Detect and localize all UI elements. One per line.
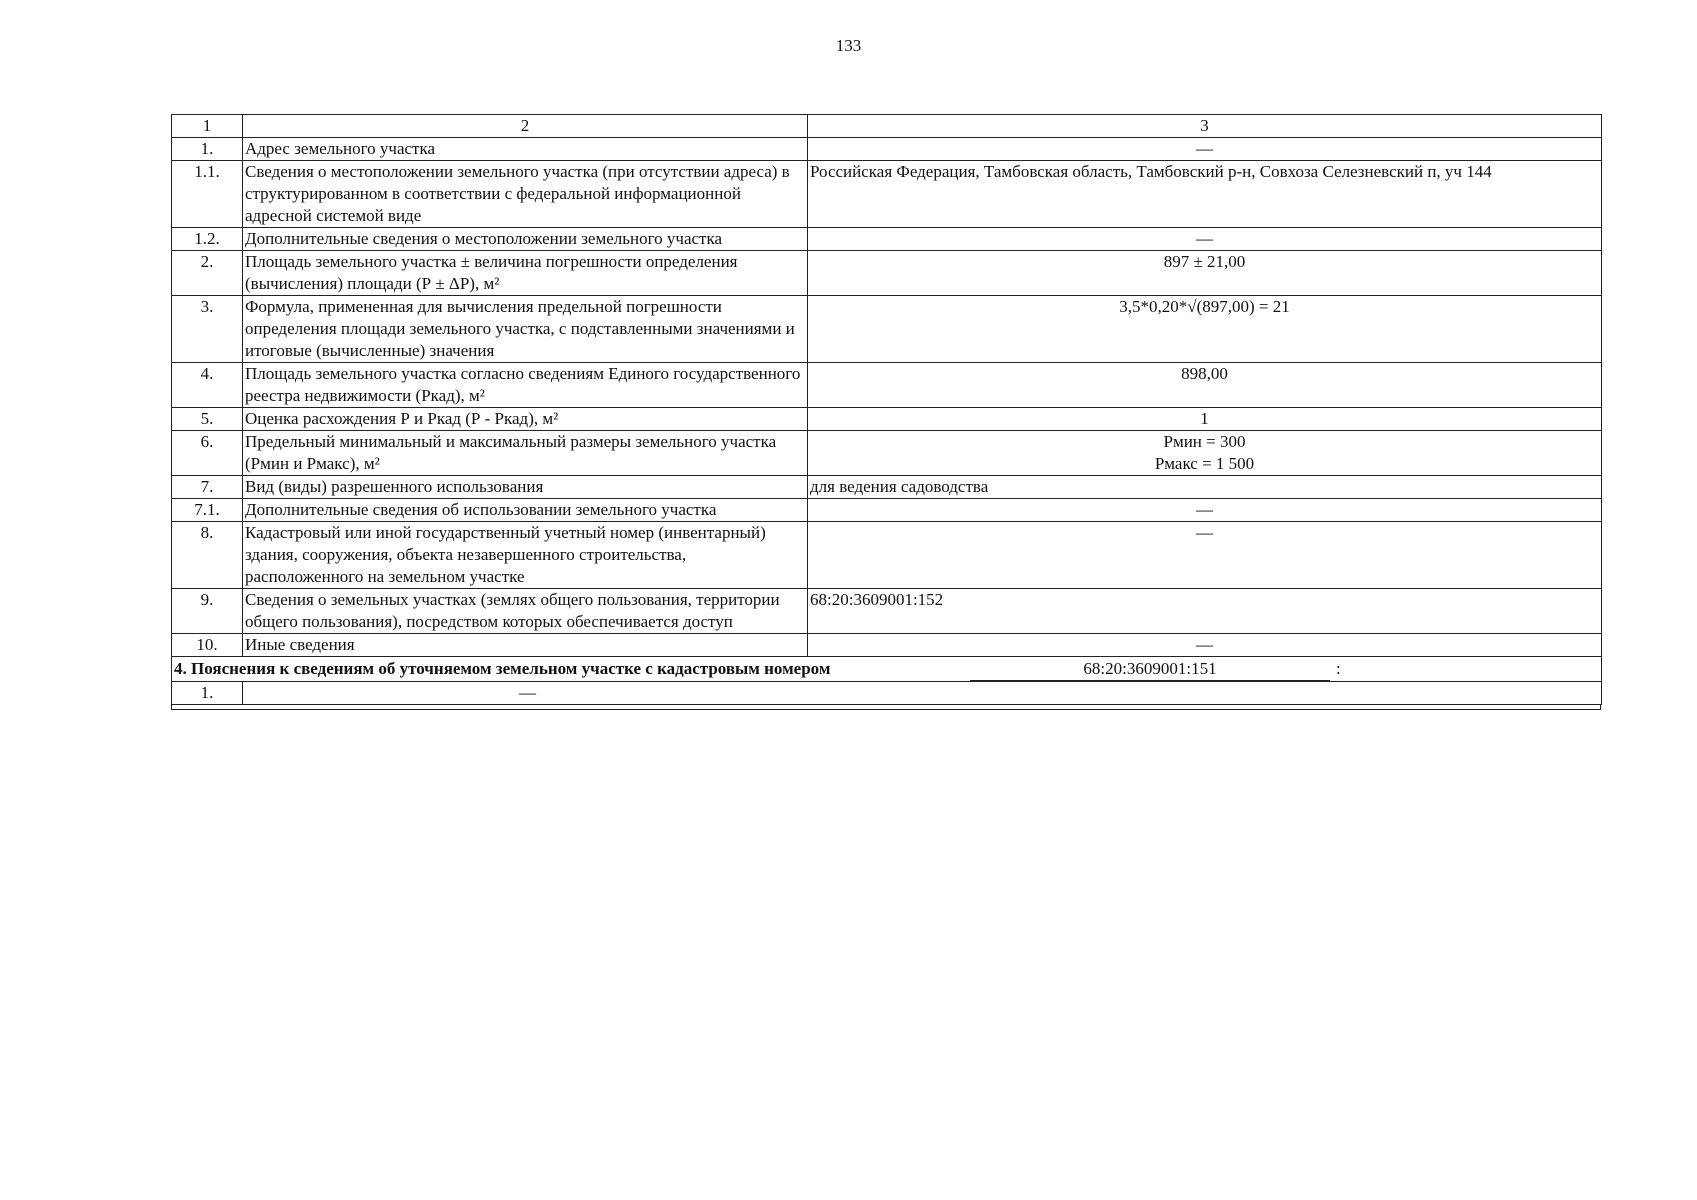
- header-col-1: 1: [172, 115, 243, 138]
- section-4-cadastral-number: 68:20:3609001:151: [970, 658, 1330, 681]
- table-row: [172, 138, 1602, 161]
- table-row: [172, 228, 1602, 251]
- row-label: Дополнительные сведения о местоположении земельного участка: [243, 228, 808, 251]
- row-value: Российская Федерация, Тамбовская область, Тамбовский р-н, Совхоза Селезневский п, уч 144: [808, 161, 1602, 228]
- page-number: 133: [835, 36, 862, 55]
- row-label: Оценка расхождения Р и Ркад (Р - Ркад), м²: [243, 408, 808, 431]
- row-number: 5.: [172, 408, 243, 431]
- table-row: [172, 431, 1602, 476]
- table-row: [172, 522, 1602, 589]
- row-value: для ведения садоводства: [808, 476, 1602, 499]
- row-value: [808, 431, 1602, 476]
- row-value: 3,5*0,20*√(897,00) = 21: [808, 296, 1602, 363]
- table-row: [172, 251, 1602, 296]
- table-header-row: [172, 115, 1602, 138]
- row-value: [243, 682, 1602, 705]
- row-number: 3.: [172, 296, 243, 363]
- row-value: 897 ± 21,00: [808, 251, 1602, 296]
- land-plot-table-sheet: [171, 114, 1601, 710]
- row-label: Предельный минимальный и максимальный размеры земельного участка (Рмин и Рмакс), м²: [243, 431, 808, 476]
- table-row: [172, 682, 1602, 705]
- section-4-title: 4. Пояснения к сведениям об уточняемом земельном участке с кадастровым номером: [174, 659, 831, 678]
- row-number: 7.: [172, 476, 243, 499]
- table-row: [172, 296, 1602, 363]
- row-number: 1.: [172, 682, 243, 705]
- row-number: 1.1.: [172, 161, 243, 228]
- row-number: 10.: [172, 634, 243, 657]
- row-number: 8.: [172, 522, 243, 589]
- row-label: Сведения о местоположении земельного участка (при отсутствии адреса) в структурированном в соответствии с федеральной информационной адресной системой виде: [243, 161, 808, 228]
- header-col-3: 3: [808, 115, 1602, 138]
- section-4-suffix: :: [1336, 659, 1341, 678]
- table-row: [172, 589, 1602, 634]
- row-label: Вид (виды) разрешенного использования: [243, 476, 808, 499]
- row-value: —: [808, 138, 1602, 161]
- row-number: 4.: [172, 363, 243, 408]
- row-label: Иные сведения: [243, 634, 808, 657]
- row-number: 7.1.: [172, 499, 243, 522]
- row-value: —: [808, 634, 1602, 657]
- area-min-value: Рмин = 300: [1163, 432, 1246, 451]
- section-4-row-value: —: [519, 683, 536, 702]
- row-value: 68:20:3609001:152: [808, 589, 1602, 634]
- row-label: Сведения о земельных участках (землях общего пользования, территории общего пользования), посредством которых обеспечивается доступ: [243, 589, 808, 634]
- land-plot-info-table: [171, 114, 1602, 705]
- row-number: 1.2.: [172, 228, 243, 251]
- row-number: 9.: [172, 589, 243, 634]
- row-number: 2.: [172, 251, 243, 296]
- row-label: Площадь земельного участка ± величина погрешности определения (вычисления) площади (Р ± ΔР), м²: [243, 251, 808, 296]
- table-row: [172, 476, 1602, 499]
- row-value: —: [808, 522, 1602, 589]
- table-bottom-rule: [171, 705, 1601, 710]
- area-max-value: Рмакс = 1 500: [1154, 454, 1255, 473]
- row-number: 1.: [172, 138, 243, 161]
- table-row: [172, 499, 1602, 522]
- section-4-header-row: [172, 657, 1602, 682]
- table-row: [172, 634, 1602, 657]
- row-value: 898,00: [808, 363, 1602, 408]
- row-label: Площадь земельного участка согласно сведениям Единого государственного реестра недвижимости (Ркад), м²: [243, 363, 808, 408]
- row-label: Дополнительные сведения об использовании земельного участка: [243, 499, 808, 522]
- header-col-2: 2: [243, 115, 808, 138]
- row-number: 6.: [172, 431, 243, 476]
- table-row: [172, 161, 1602, 228]
- row-label: Адрес земельного участка: [243, 138, 808, 161]
- table-row: [172, 363, 1602, 408]
- row-value: 1: [808, 408, 1602, 431]
- row-value: —: [808, 228, 1602, 251]
- row-value: —: [808, 499, 1602, 522]
- row-label: Кадастровый или иной государственный учетный номер (инвентарный) здания, сооружения, объекта незавершенного строительства, расположенного на земельном участке: [243, 522, 808, 589]
- row-label: Формула, примененная для вычисления предельной погрешности определения площади земельного участка, с подставленными значениями и итоговые (вычисленные) значения: [243, 296, 808, 363]
- table-row: [172, 408, 1602, 431]
